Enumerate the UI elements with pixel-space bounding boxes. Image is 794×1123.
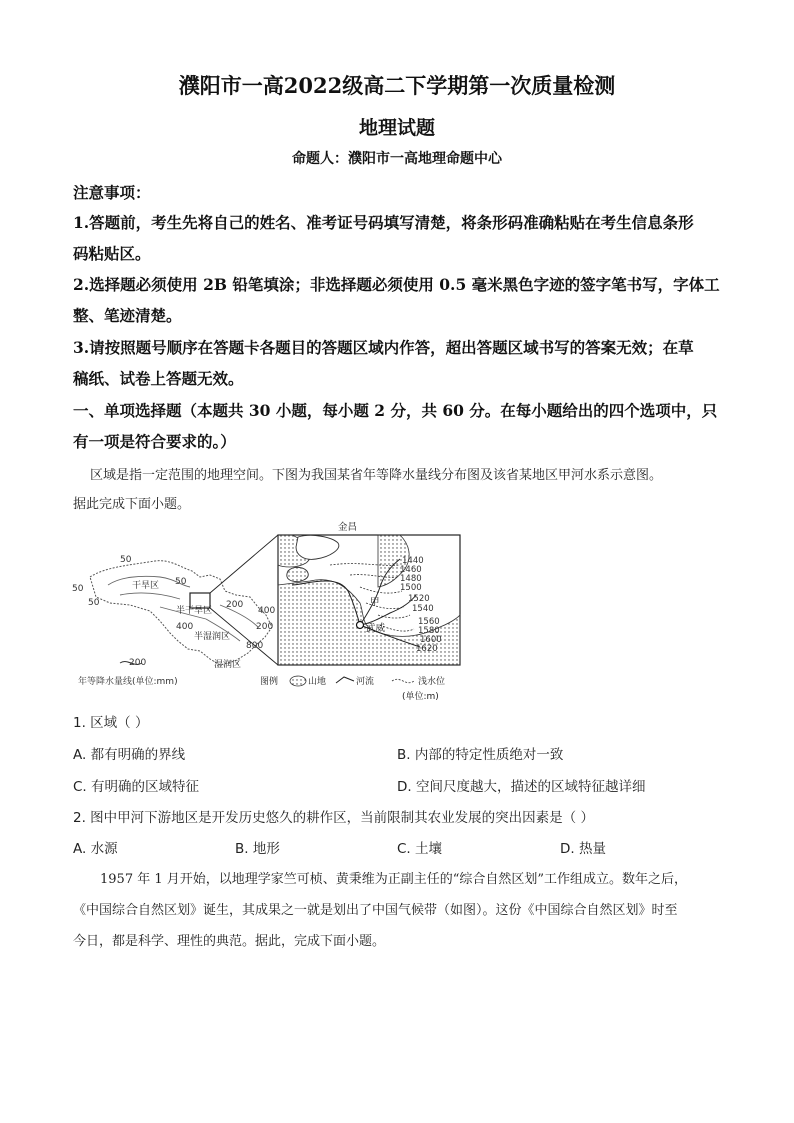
precipitation-map-figure <box>60 515 480 710</box>
question-2-option-b[interactable]: B. 地形 <box>235 841 280 857</box>
note-1-line-1: 1.答题前，考生先将自己的姓名、准考证号码填写清楚，将条形码准确粘贴在考生信息条形 <box>73 213 694 232</box>
note-1-line-2: 码粘贴区。 <box>73 244 151 263</box>
author-line: 命题人：濮阳市一高地理命题中心 <box>292 151 502 167</box>
passage-2-line-3: 今日，都是科学、理性的典范。据此，完成下面小题。 <box>73 934 386 949</box>
isoline-legend-label: 年等降水量线(单位:mm) <box>78 677 178 687</box>
note-3-line-2: 稿纸、试卷上答题无效。 <box>73 369 244 388</box>
passage-2-line-1: 1957 年 1 月开始，以地理学家竺可桢、黄秉维为正副主任的“综合自然区划”工作组成立。数年之后， <box>100 872 688 887</box>
question-1-option-c[interactable]: C. 有明确的区域特征 <box>73 779 200 795</box>
legend-water-label: 浅水位 <box>418 677 446 687</box>
isoline-legend-sample: 200 <box>129 658 147 668</box>
contour-label: 1620 <box>416 644 438 654</box>
mountain-small <box>287 567 308 581</box>
isoline-label: 50 <box>175 577 187 587</box>
question-2-option-a[interactable]: A. 水源 <box>73 841 118 857</box>
legend-river-symbol <box>336 677 354 683</box>
isoline-label: 400 <box>176 622 194 632</box>
contour-label: 1580 <box>418 626 440 636</box>
legend-mountain-label: 山地 <box>308 677 327 687</box>
legend-water-symbol <box>392 679 414 682</box>
region-label: 半干旱区 <box>176 606 213 616</box>
contour-label: 1460 <box>400 565 422 575</box>
isoline-label: 200 <box>226 600 244 610</box>
exam-title: 濮阳市一高2022级高二下学期第一次质量检测 <box>178 73 616 98</box>
question-2-option-c[interactable]: C. 土壤 <box>397 841 443 857</box>
contour-label: 1500 <box>400 583 422 593</box>
contour-label: 1560 <box>418 617 440 627</box>
legend-unit: (单位:m) <box>402 692 439 702</box>
notes-heading: 注意事项： <box>73 183 151 202</box>
question-2-option-d[interactable]: D. 热量 <box>560 841 606 857</box>
note-2-line-1: 2.选择题必须使用 2B 铅笔填涂；非选择题必须使用 0.5 毫米黑色字迹的签字笔书写，字体工 <box>73 275 720 294</box>
passage-2-line-2: 《中国综合自然区划》诞生，其成果之一就是划出了中国气候带（如图）。这份《中国综合自然区划》时至 <box>73 903 678 918</box>
note-3-line-1: 3.请按照题号顺序在答题卡各题目的答题区域内作答，超出答题区域书写的答案无效；在草 <box>73 338 694 357</box>
isoline-label: 400 <box>258 606 276 616</box>
note-2-line-2: 整、笔迹清楚。 <box>73 306 182 325</box>
passage-1-line-2: 据此完成下面小题。 <box>73 497 191 512</box>
contour-label: 1480 <box>400 574 422 584</box>
contour-label: 1520 <box>408 594 430 604</box>
river-label-jia: 甲 <box>370 597 380 608</box>
passage-1-line-1: 区域是指一定范围的地理空间。下图为我国某省年等降水量线分布图及该省某地区甲河水系示意图。 <box>90 468 663 483</box>
isoline-label: 800 <box>246 641 264 651</box>
contour-label: 1600 <box>420 635 442 645</box>
question-1-option-b[interactable]: B. 内部的特定性质绝对一致 <box>397 747 564 763</box>
contour-label: 1540 <box>412 604 434 614</box>
isoline-label: 50 <box>120 555 132 565</box>
place-label-jinchang: 金昌 <box>338 522 358 533</box>
isoline-label: 50 <box>88 598 100 608</box>
section-1-heading-line-1: 一、单项选择题（本题共 30 小题，每小题 2 分，共 60 分。在每小题给出的四个选项中，只 <box>73 401 718 420</box>
section-1-heading-line-2: 有一项是符合要求的。） <box>73 432 236 451</box>
legend-mountain-symbol <box>290 676 306 686</box>
region-label: 干旱区 <box>132 581 160 591</box>
question-1-option-d[interactable]: D. 空间尺度越大，描述的区域特征越详细 <box>397 779 646 795</box>
question-1-stem: 1. 区域（ ） <box>73 715 149 731</box>
isoline-label: 50 <box>72 584 84 594</box>
contour-label: 1440 <box>402 556 424 566</box>
legend-river-label: 河流 <box>356 677 375 687</box>
mountain-island <box>296 535 339 559</box>
question-2-stem: 2. 图中甲河下游地区是开发历史悠久的耕作区，当前限制其农业发展的突出因素是（ ） <box>73 810 594 826</box>
city-marker-wuwei <box>357 622 364 629</box>
place-label-wuwei: 武威 <box>366 623 386 634</box>
isoline-label: 200 <box>256 622 274 632</box>
legend-title: 图例 <box>260 677 279 687</box>
region-label: 湿润区 <box>214 660 242 670</box>
question-1-option-a[interactable]: A. 都有明确的界线 <box>73 747 186 763</box>
region-label: 半湿润区 <box>194 632 231 642</box>
subject-title: 地理试题 <box>358 117 435 139</box>
